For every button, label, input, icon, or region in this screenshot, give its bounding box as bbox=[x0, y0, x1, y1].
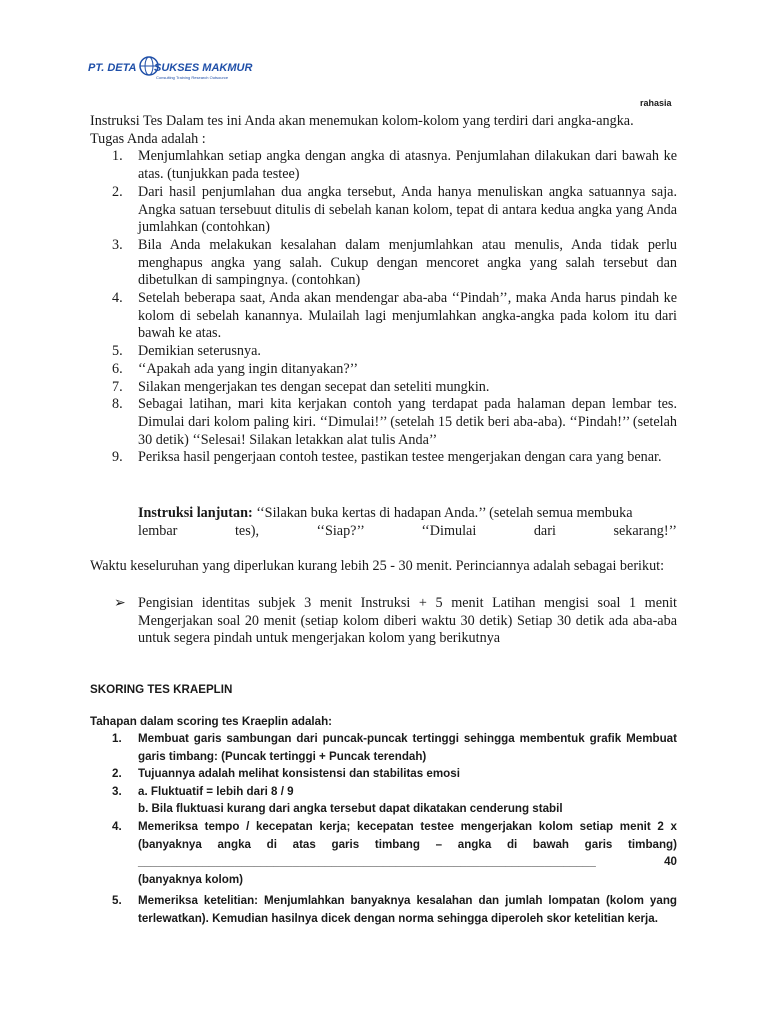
lanjutan-label: Instruksi lanjutan: bbox=[138, 505, 253, 521]
list-item: 3. a. Fluktuatif = lebih dari 8 / 9 b. Bila fluktuasi kurang dari angka tersebut dapat dikatakan cenderung stabil bbox=[112, 784, 563, 816]
company-logo bbox=[88, 44, 253, 84]
lanjutan-text-1: ‘‘Silakan buka kertas di hadapan Anda.’’ (setelah semua membuka bbox=[252, 505, 633, 521]
arrow-bullet-icon: ➢ bbox=[114, 595, 126, 611]
skoring-section bbox=[90, 730, 677, 928]
intro-line-1: Instruksi Tes Dalam tes ini Anda akan menemukan kolom-kolom yang terdiri dari angka-angka. bbox=[90, 113, 634, 129]
list-item: 5. Memeriksa ketelitian: Menjumlahkan banyaknya kesalahan dan jumlah lompatan (kolom yang terlewatkan). Kemudian hasilnya dicek dengan norma sehingga diperoleh skor ketelitian kerja. bbox=[112, 894, 677, 925]
list-item: 6. ‘‘Apakah ada yang ingin ditanyakan?’’ bbox=[112, 360, 359, 377]
intro-line-2: Tugas Anda adalah : bbox=[90, 130, 206, 147]
list-item: 4. Setelah beberapa saat, Anda akan mendengar aba-aba ‘‘Pindah’’, maka Anda harus pindah ke kolom di sebelah kanannya. Mulailah lagi menjumlahkan angka-angka pada kolom itu dari bawah ke atas. bbox=[112, 290, 677, 342]
list-item: 1. Membuat garis sambungan dari puncak-puncak tertinggi sehingga membentuk grafik Membuat garis timbang: (Puncak tertinggi + Puncak terendah) bbox=[112, 732, 677, 763]
list-item: ➢ Pengisian identitas subjek 3 menit Instruksi + 5 menit Latihan mengisi soal 1 menit Mengerjakan soal 20 menit (setiap kolom diberi waktu 30 detik) Setiap 30 detik ada aba-aba untuk segera pindah untuk mengerjakan kolom yang berikutnya bbox=[114, 595, 677, 647]
list-item: 9. Periksa hasil pengerjaan contoh testee, pastikan testee mengerjakan dengan cara yang benar. bbox=[112, 449, 662, 466]
svg-text:SUKSES MAKMUR: SUKSES MAKMUR bbox=[154, 62, 253, 74]
list-item: 2. Tujuannya adalah melihat konsistensi dan stabilitas emosi bbox=[112, 767, 460, 781]
list-item: 7. Silakan mengerjakan tes dengan secepat dan seteliti mungkin. bbox=[112, 378, 490, 395]
skoring-heading: SKORING TES KRAEPLIN bbox=[90, 683, 233, 696]
classification-label: rahasia bbox=[640, 98, 672, 108]
skoring-list bbox=[90, 730, 677, 928]
waktu-bullet bbox=[90, 595, 677, 648]
instruction-list bbox=[90, 148, 677, 467]
instructions-section bbox=[90, 113, 677, 467]
list-item: 4. Memeriksa tempo / kecepatan kerja; kecepatan testee mengerjakan kolom setiap menit 2 x (banyaknya angka di atas garis timbang – angka di bawah garis timbang) _______________________________________________________________________ 40 (banyaknya kolom) bbox=[112, 819, 677, 886]
waktu-paragraph: Waktu keseluruhan yang diperlukan kurang lebih 25 - 30 menit. Perinciannya adalah sebagai berikut: bbox=[90, 558, 665, 574]
list-item: 2. Dari hasil penjumlahan dua angka tersebut, Anda hanya menuliskan angka satuannya saja. Angka satuan tersebuut ditulis di sebelah kanan kolom, tepat di antara kedua angka yang Anda jumlahkan (contohkan) bbox=[112, 183, 677, 236]
lanjutan-text-2: lembar tes), ‘‘Siap?’’ ‘‘Dimulai dari sekarang!’’ bbox=[138, 522, 677, 539]
skoring-subheading: Tahapan dalam scoring tes Kraeplin adalah: bbox=[90, 715, 333, 728]
lanjutan-paragraph bbox=[90, 505, 677, 540]
list-item: 5. Demikian seterusnya. bbox=[112, 343, 261, 360]
svg-text:PT. DETA: PT. DETA bbox=[88, 62, 137, 74]
list-item: 8. Sebagai latihan, mari kita kerjakan contoh yang terdapat pada halaman depan lembar tes. Dimulai dari kolom paling kiri. ‘‘Dimulai!’’ (setelah 15 detik beri aba-aba). ‘‘Pindah!’’ (setelah 30 detik) ‘‘Selesai! Silakan letakkan alat tulis Anda’’ bbox=[112, 396, 677, 448]
list-item: 1. Menjumlahkan setiap angka dengan angka di atasnya. Penjumlahan dilakukan dari bawah ke atas. (tunjukkan pada testee) bbox=[112, 148, 677, 183]
svg-text:Consulting Training Research O: Consulting Training Research Outsource bbox=[156, 75, 229, 80]
list-item: 3. Bila Anda melakukan kesalahan dalam menjumlahkan atau menulis, Anda tidak perlu menghapus angka yang salah. Cukup dengan mencoret angka yang salah tersebut dan dibetulkan di sampingnya. (contohkan) bbox=[112, 236, 677, 289]
